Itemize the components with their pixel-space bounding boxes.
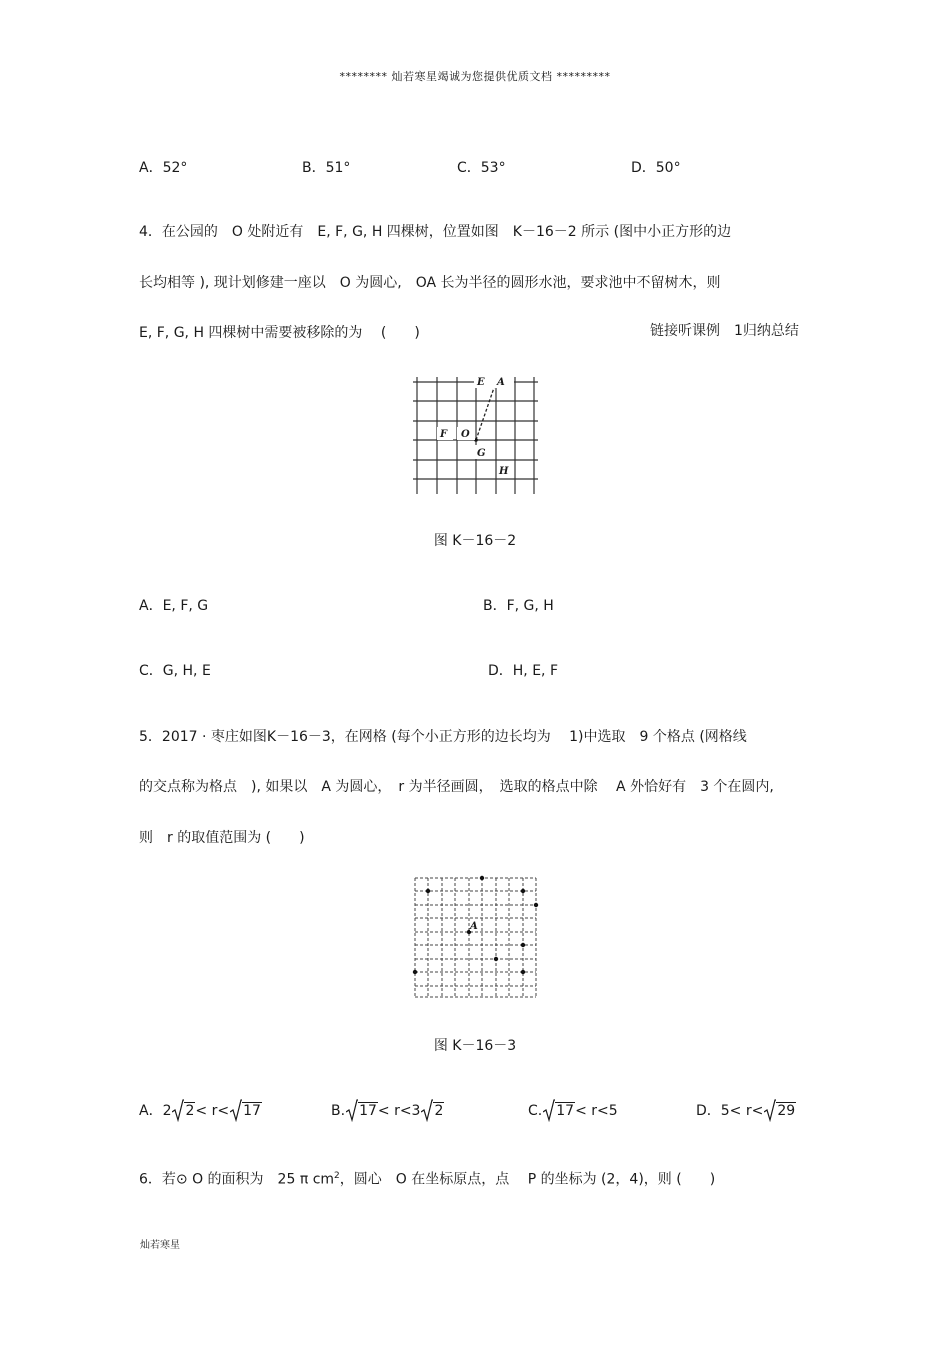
q4-text-line3: E, F, G, H 四棵树中需要被移除的为 ( )	[139, 325, 420, 341]
q3-option-d: D．50°	[631, 160, 681, 176]
sqrt-symbol: 2	[172, 1101, 195, 1121]
sqrt-symbol: 2	[421, 1101, 444, 1121]
sqrt-symbol: 17	[543, 1101, 575, 1121]
q5-option-a: A．2 2< r< 17	[139, 1101, 262, 1121]
q5-grid-figure	[410, 874, 540, 1002]
q5-option-d-prefix: D．5< r<	[696, 1103, 764, 1119]
q5-option-c: C. 17< r<5	[528, 1101, 618, 1121]
q4-link-note: 链接听课例 1归纳总结	[650, 323, 799, 339]
q4-label-h: H	[499, 466, 509, 477]
q5-option-c-prefix: C.	[528, 1103, 543, 1119]
sqrt-symbol: 17	[230, 1101, 262, 1121]
q3-option-a: A．52°	[139, 160, 188, 176]
q5-option-a-prefix: A．2	[139, 1103, 172, 1119]
q5-option-b-prefix: B.	[331, 1103, 346, 1119]
q5-option-d	[696, 1101, 796, 1121]
q5-text-line2: 的交点称为格点 ), 如果以 A 为圆心， r 为半径画圆， 选取的格点中除 A 外恰好有 3 个在圆内,	[139, 779, 774, 795]
q3-option-b: B．51°	[302, 160, 351, 176]
page-header: ******** 灿若寒星竭诚为您提供优质文档 *********	[339, 70, 611, 83]
q4-label-a: A	[497, 377, 505, 388]
q4-figure-caption: 图 K－16－2	[433, 533, 517, 549]
q4-grid-figure	[413, 374, 538, 496]
q4-option-c: C．G, H, E	[139, 663, 211, 679]
q4-text-line2: 长均相等 ), 现计划修建一座以 O 为圆心, OA 长为半径的圆形水池，要求池中不留树木，则	[139, 275, 721, 291]
q5-figure-caption: 图 K－16－3	[433, 1038, 517, 1054]
q6-text: 6．若⊙ O 的面积为 25 π $cm^2$，圆心 O 在坐标原点，点 P 的坐标为 (2，4)，则 ( )	[139, 1171, 716, 1188]
sqrt-symbol: 17	[346, 1101, 378, 1121]
sqrt-symbol: 29	[764, 1101, 796, 1121]
q4-label-g: G	[477, 448, 486, 459]
q4-option-d: D．H, E, F	[488, 663, 559, 679]
q5-option-b: B. 17< r<3 2	[331, 1101, 444, 1121]
q4-text-line1: 4．在公园的 O 处附近有 E, F, G, H 四棵树，位置如图 K－16－2 所示 (图中小正方形的边	[139, 224, 732, 240]
q5-text-line1: 5．2017 · 枣庄如图K－16－3，在网格 (每个小正方形的边长均为 1)中选取 9 个格点 (网格线	[139, 729, 747, 745]
page-footer: 灿若寒星	[140, 1240, 180, 1251]
q4-option-a: A．E, F, G	[139, 598, 209, 614]
q5-label-a: A	[470, 921, 478, 932]
q4-label-f: F	[440, 429, 448, 440]
q3-option-c: C．53°	[457, 160, 506, 176]
q4-label-e: E	[477, 377, 485, 388]
q4-label-o: O	[461, 429, 470, 440]
q4-option-b: B．F, G, H	[483, 598, 554, 614]
q5-text-line3: 则 r 的取值范围为 ( )	[139, 830, 305, 846]
q6-superscript: 2	[334, 1171, 340, 1181]
